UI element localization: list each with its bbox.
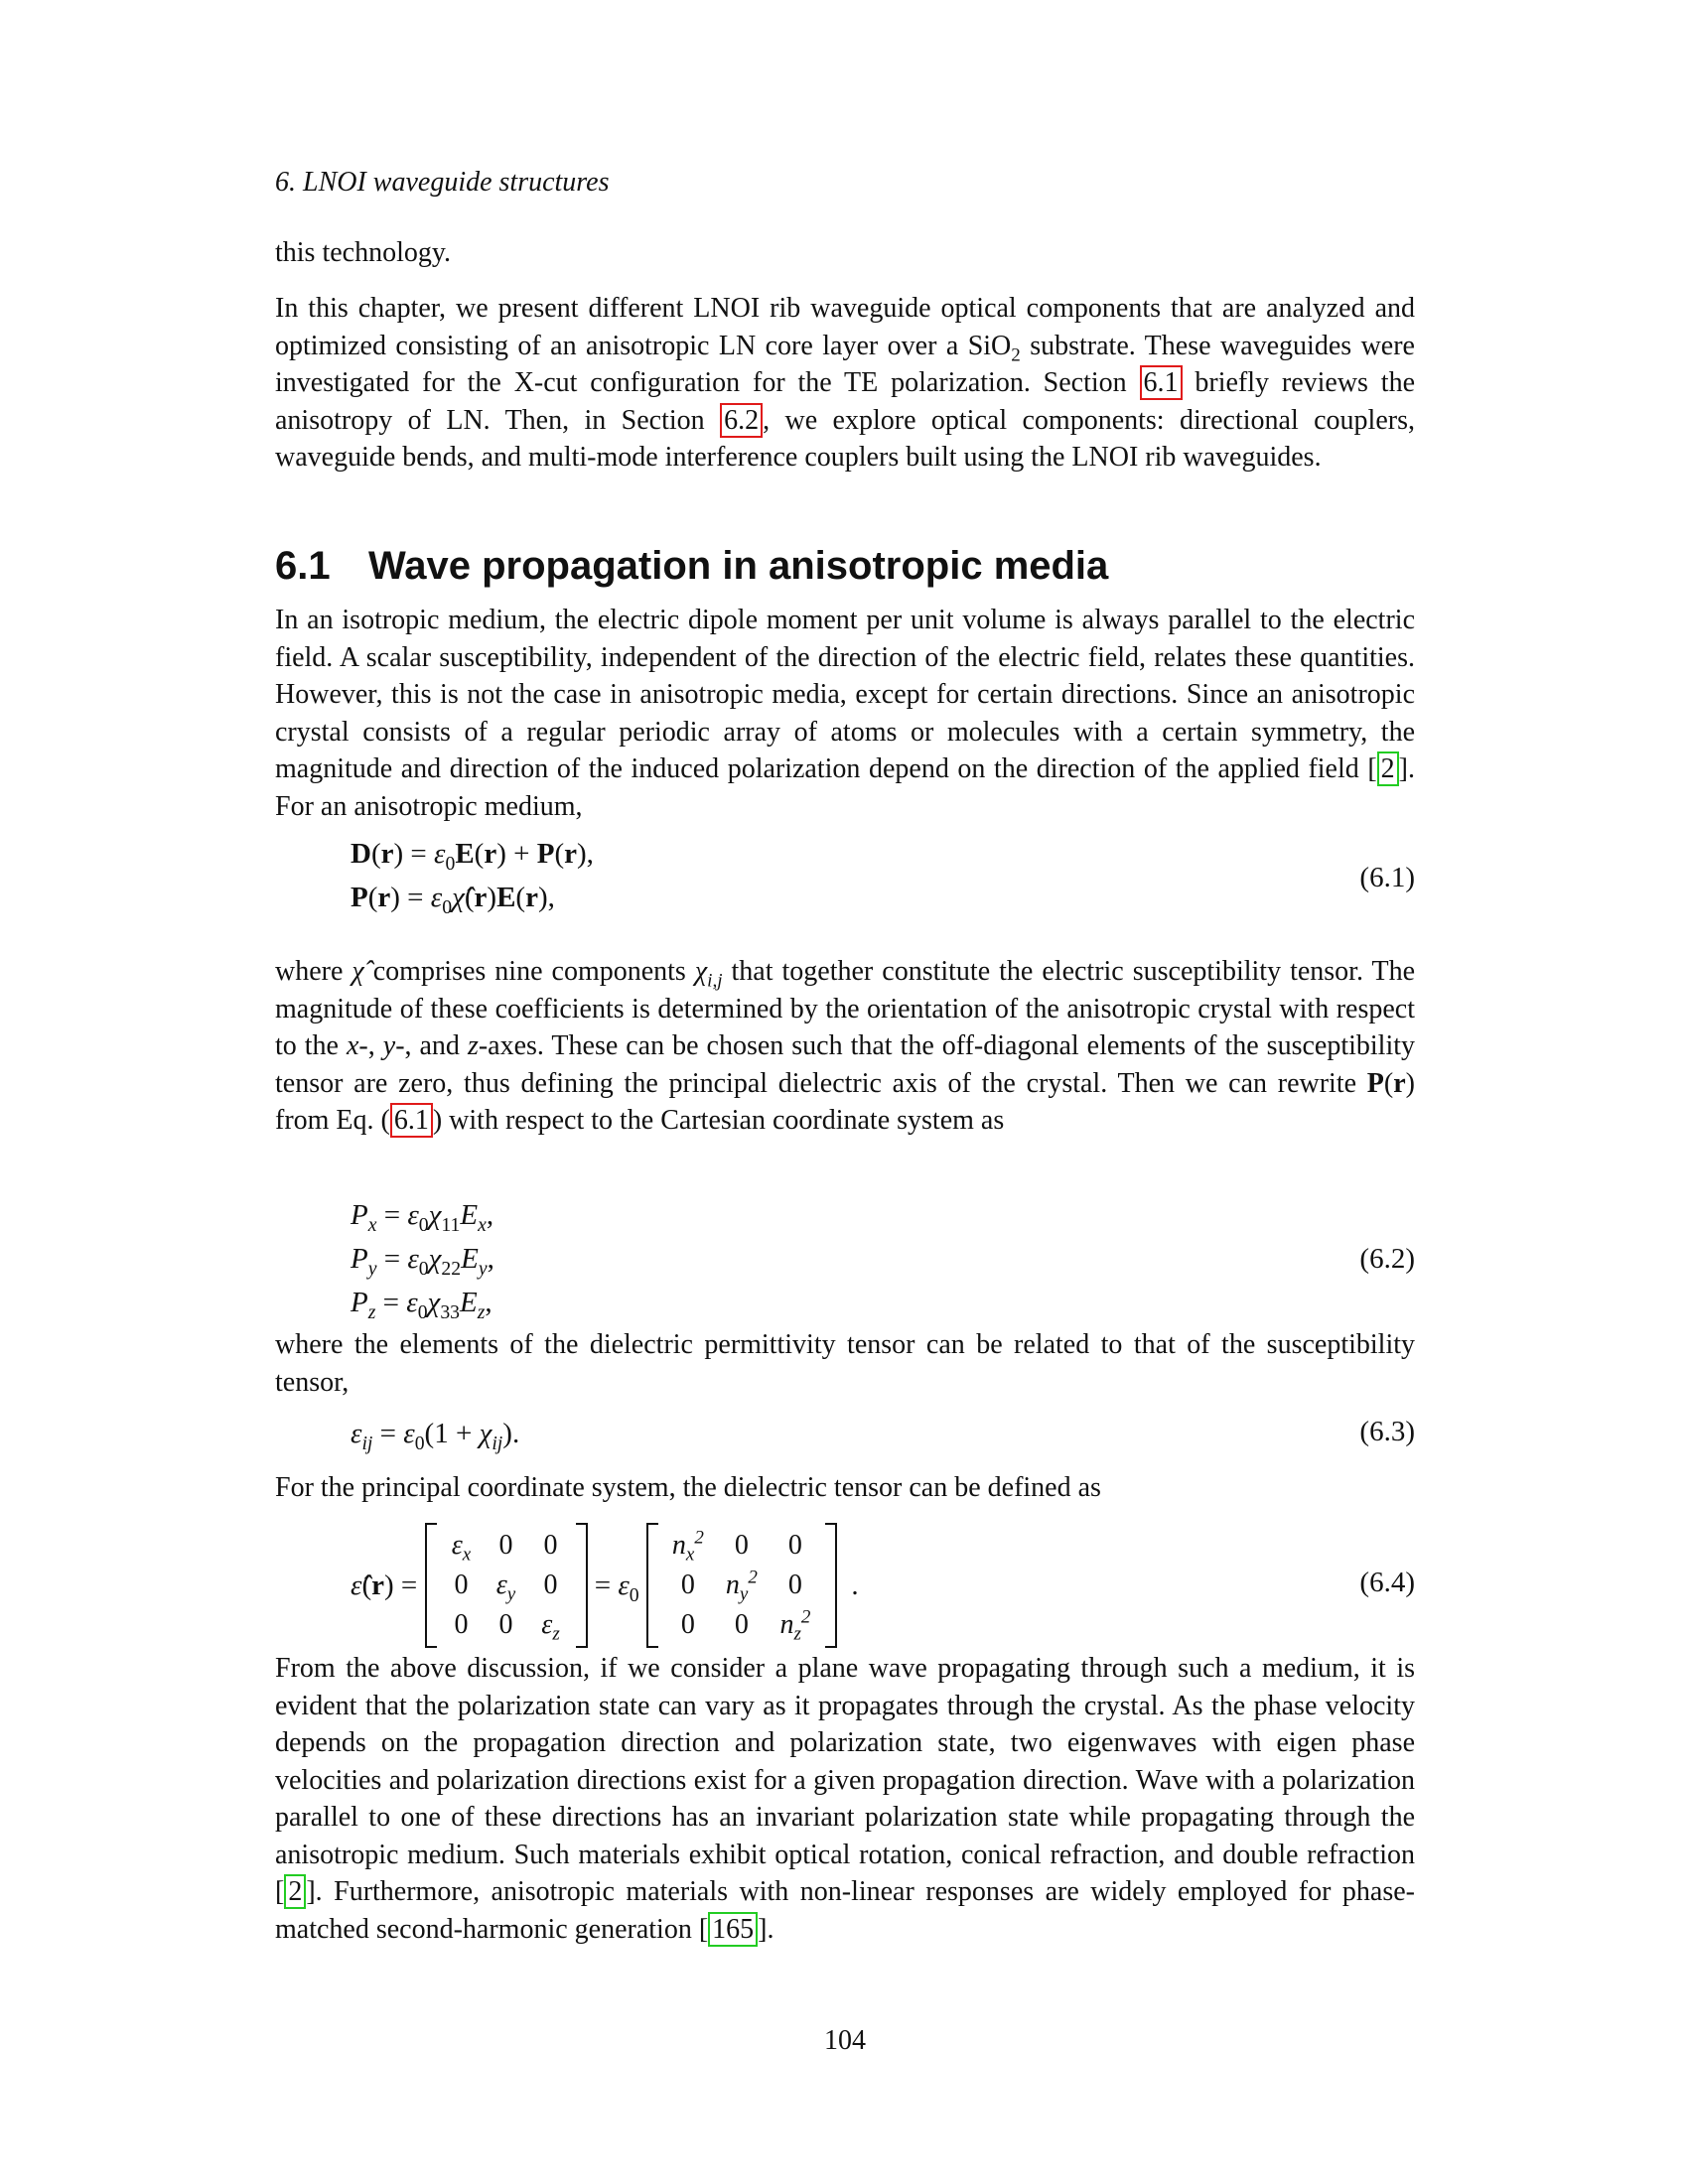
page-number: 104 xyxy=(824,2025,866,2056)
text: from Eq. ( xyxy=(275,1105,390,1136)
equation-number: (6.1) xyxy=(1359,862,1415,893)
citation-link[interactable]: 165 xyxy=(708,1912,758,1947)
equation-6-2 xyxy=(275,1193,1415,1326)
paragraph-principal: For the principal coordinate system, the dielectric tensor can be defined as xyxy=(275,1472,1101,1503)
text: ]. For an anisotropic medium, xyxy=(275,753,1415,822)
text: comprises nine components xyxy=(363,956,695,987)
text: ]. xyxy=(758,1913,774,1945)
text: ]. Furthermore, anisotropic materials with non-linear responses are widely employed for phase-matched second-harmonic generation [ xyxy=(275,1876,1415,1945)
text: where xyxy=(275,956,352,987)
section-ref-link[interactable]: 6.1 xyxy=(1140,365,1183,400)
text: that together constitute the electric susceptibility tensor. The magnitude of these coefficients is determined by the orientation of the anisotropic crystal with respect to the xyxy=(275,956,1415,1061)
paragraph-plane-wave xyxy=(275,1650,1415,1948)
equation-math: $\varepsilon_{ij} = \varepsilon_0(1 + \chi_{ij})$. xyxy=(351,1418,520,1454)
section-title: Wave propagation in anisotropic media xyxy=(368,544,1109,588)
text: In this chapter, we present different LNOI rib waveguide optical components that are analyzed and optimized consisting of an anisotropic LN core layer over a SiO xyxy=(275,293,1415,361)
equation-6-4 xyxy=(275,1521,1415,1650)
permittivity-matrix: $\varepsilon_x$ 0 0 0 $\varepsilon_y$ 0 0 0 $\varepsilon_z$ xyxy=(425,1523,588,1648)
citation-link[interactable]: 2 xyxy=(1377,751,1399,786)
chapter-intro-paragraph xyxy=(275,290,1415,477)
section-number: 6.1 xyxy=(275,544,331,588)
citation-link[interactable]: 2 xyxy=(284,1874,306,1909)
text: In an isotropic medium, the electric dipole moment per unit volume is always parallel to the electric field. A scalar susceptibility, independent of the direction of the electric field, relates these quantities. However, this is not the case in anisotropic media, except for certain directions. Since an anisotropic crystal consists of a regular periodic array of atoms or molecules with a certain symmetry, the magnitude and direction of the induced polarization depend on the direction of the applied field [ xyxy=(275,605,1415,784)
equation-math: $D(r) = \varepsilon_0E(r) + P(r)$, $P(r) = \varepsilon_0\chî(r)E(r)$, xyxy=(351,838,594,918)
text: ) with respect to the Cartesian coordinate system as xyxy=(432,1105,1005,1136)
equation-number: (6.3) xyxy=(1359,1416,1415,1447)
text: substrate. These waveguides were investigated for the X-cut configuration for the TE polarization. Section xyxy=(275,330,1415,398)
equation-math: ε̂(r) = $\varepsilon_x$ 0 0 0 $\varepsilon_y$ 0 0 0 $\varepsilon_z$ = $\varepsilon_0$ $n_x^2$ 0 0 0 $n_y^2$ 0 0 0 $n_z^2$ . xyxy=(351,1521,859,1650)
paragraph-permittivity: where the elements of the dielectric permittivity tensor can be related to that of the susceptibility tensor, xyxy=(275,1329,1415,1398)
equation-number: (6.4) xyxy=(1359,1567,1415,1598)
subscript: 2 xyxy=(1011,344,1021,366)
equation-6-1 xyxy=(275,832,1415,923)
section-heading xyxy=(275,544,1108,589)
paragraph-susceptibility: where χ̂ comprises nine components $\chi_{i,j}$ that together constitute the electric susceptibility tensor. The magnitude of these coefficients is determined by the orientation of the anisotropic crystal with respect to the x-, y-, and z-axes. These can be chosen such that the off-diagonal elements of the susceptibility tensor are zero, thus defining the principal dielectric axis of the crystal. Then we can rewrite P(r) from Eq. ( 6.1 ) with respect to the Cartesian coordinate system as xyxy=(275,956,1415,1136)
equation-number: (6.2) xyxy=(1359,1243,1415,1275)
section-ref-link[interactable]: 6.2 xyxy=(720,403,763,438)
text: briefly reviews the anisotropy of LN. Then, in Section xyxy=(275,367,1416,436)
intro-fragment: this technology. xyxy=(275,237,452,268)
text: -axes. These can be chosen such that the off-diagonal elements of the susceptibility tensor are zero, thus defining the principal dielectric axis of the crystal. Then we can rewrite xyxy=(275,1030,1415,1099)
running-head: 6. LNOI waveguide structures xyxy=(275,167,610,198)
refractive-index-matrix: $n_x^2$ 0 0 0 $n_y^2$ 0 0 0 $n_z^2$ xyxy=(646,1523,837,1648)
text: From the above discussion, if we consider a plane wave propagating through such a medium, it is evident that the polarization state can vary as it propagates through the crystal. As the phase velocity depends on the propagation direction and polarization state, two eigenwaves with eigen phase velocities and polarization directions exist for a given propagation direction. Wave with a polarization parallel to one of these directions has an invariant polarization state while propagating through the anisotropic medium. Such materials exhibit optical rotation, conical refraction, and double refraction [ xyxy=(275,1653,1415,1907)
paragraph-isotropic xyxy=(275,602,1415,825)
text: -, xyxy=(358,1030,383,1061)
equation-math: $P_x = \varepsilon_0\chi_{11}E_x$, $P_y = \varepsilon_0\chi_{22}E_y$, $P_z = \varepsilon_0\chi_{33}E_z$, xyxy=(351,1199,494,1323)
equation-ref-link[interactable]: 6.1 xyxy=(390,1103,433,1138)
text: , we explore optical components: directional couplers, waveguide bends, and multi-mode interference couplers built using the LNOI rib waveguides. xyxy=(275,404,1415,473)
text: -, and xyxy=(395,1030,468,1061)
equation-6-3 xyxy=(275,1412,1415,1455)
